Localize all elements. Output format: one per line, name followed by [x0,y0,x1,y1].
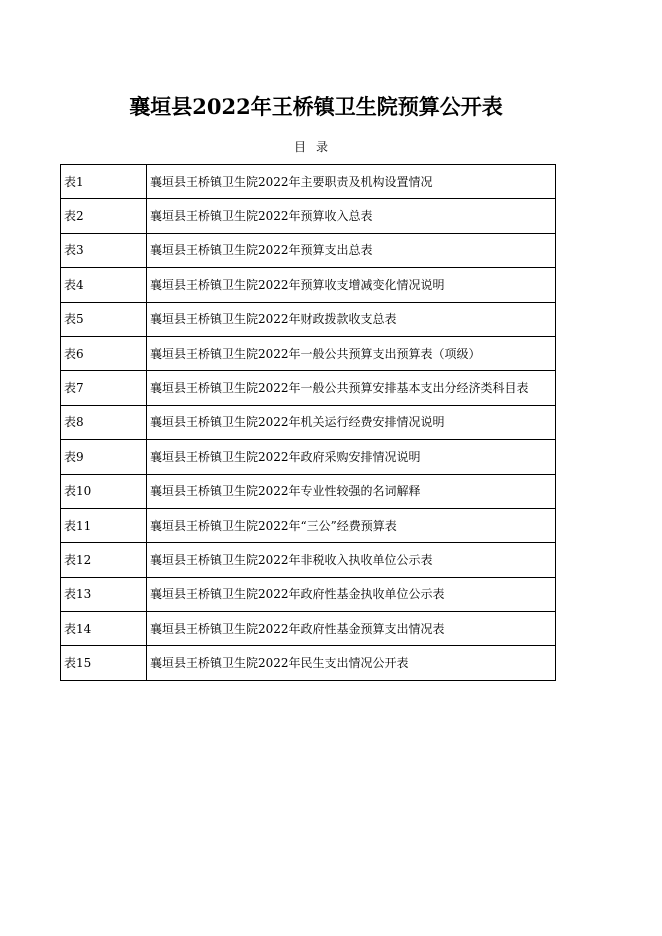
toc-table-name[interactable]: 襄垣县王桥镇卫生院2022年主要职责及机构设置情况 [147,165,556,199]
toc-table-number: 表12 [61,543,147,577]
toc-row[interactable] [61,474,556,508]
toc-row[interactable] [61,612,556,646]
toc-table-number: 表4 [61,268,147,302]
toc-table-number: 表1 [61,165,147,199]
toc-table-name[interactable]: 襄垣县王桥镇卫生院2022年民生支出情况公开表 [147,646,556,680]
toc-table-name[interactable]: 襄垣县王桥镇卫生院2022年一般公共预算安排基本支出分经济类科目表 [147,371,556,405]
toc-table-name[interactable]: 襄垣县王桥镇卫生院2022年专业性较强的名词解释 [147,474,556,508]
toc-table-number: 表5 [61,302,147,336]
toc-table-name[interactable]: 襄垣县王桥镇卫生院2022年机关运行经费安排情况说明 [147,405,556,439]
toc-table-number: 表9 [61,440,147,474]
toc-row[interactable] [61,577,556,611]
toc-table-number: 表8 [61,405,147,439]
toc-row[interactable] [61,302,556,336]
page-subtitle: 目录 [293,140,338,154]
toc-table-name[interactable]: 襄垣县王桥镇卫生院2022年预算支出总表 [147,233,556,267]
toc-table-name[interactable]: 襄垣县王桥镇卫生院2022年政府性基金预算支出情况表 [147,612,556,646]
toc-body [61,165,556,681]
toc-table-name[interactable]: 襄垣县王桥镇卫生院2022年财政拨款收支总表 [147,302,556,336]
toc-row[interactable] [61,233,556,267]
toc-row[interactable] [61,268,556,302]
page-title: 襄垣县2022年王桥镇卫生院预算公开表 [129,94,503,119]
toc-table-number: 表3 [61,233,147,267]
toc-row[interactable] [61,543,556,577]
toc-table-name[interactable]: 襄垣县王桥镇卫生院2022年一般公共预算支出预算表（项级） [147,336,556,370]
toc-table-name[interactable]: 襄垣县王桥镇卫生院2022年预算收入总表 [147,199,556,233]
toc-table-number: 表15 [61,646,147,680]
toc-table-number: 表7 [61,371,147,405]
toc-row[interactable] [61,405,556,439]
toc-table-number: 表14 [61,612,147,646]
toc-table-number: 表2 [61,199,147,233]
toc-row[interactable] [61,336,556,370]
toc-table-number: 表11 [61,508,147,542]
toc-table [60,164,556,681]
toc-table-name[interactable]: 襄垣县王桥镇卫生院2022年政府采购安排情况说明 [147,440,556,474]
toc-row[interactable] [61,165,556,199]
toc-row[interactable] [61,508,556,542]
toc-table-name[interactable]: 襄垣县王桥镇卫生院2022年“三公”经费预算表 [147,508,556,542]
toc-table-name[interactable]: 襄垣县王桥镇卫生院2022年预算收支增减变化情况说明 [147,268,556,302]
toc-row[interactable] [61,646,556,680]
toc-table-number: 表13 [61,577,147,611]
toc-row[interactable] [61,440,556,474]
toc-table-name[interactable]: 襄垣县王桥镇卫生院2022年非税收入执收单位公示表 [147,543,556,577]
toc-row[interactable] [61,199,556,233]
toc-table-name[interactable]: 襄垣县王桥镇卫生院2022年政府性基金执收单位公示表 [147,577,556,611]
toc-row[interactable] [61,371,556,405]
toc-table-number: 表10 [61,474,147,508]
toc-table-number: 表6 [61,336,147,370]
